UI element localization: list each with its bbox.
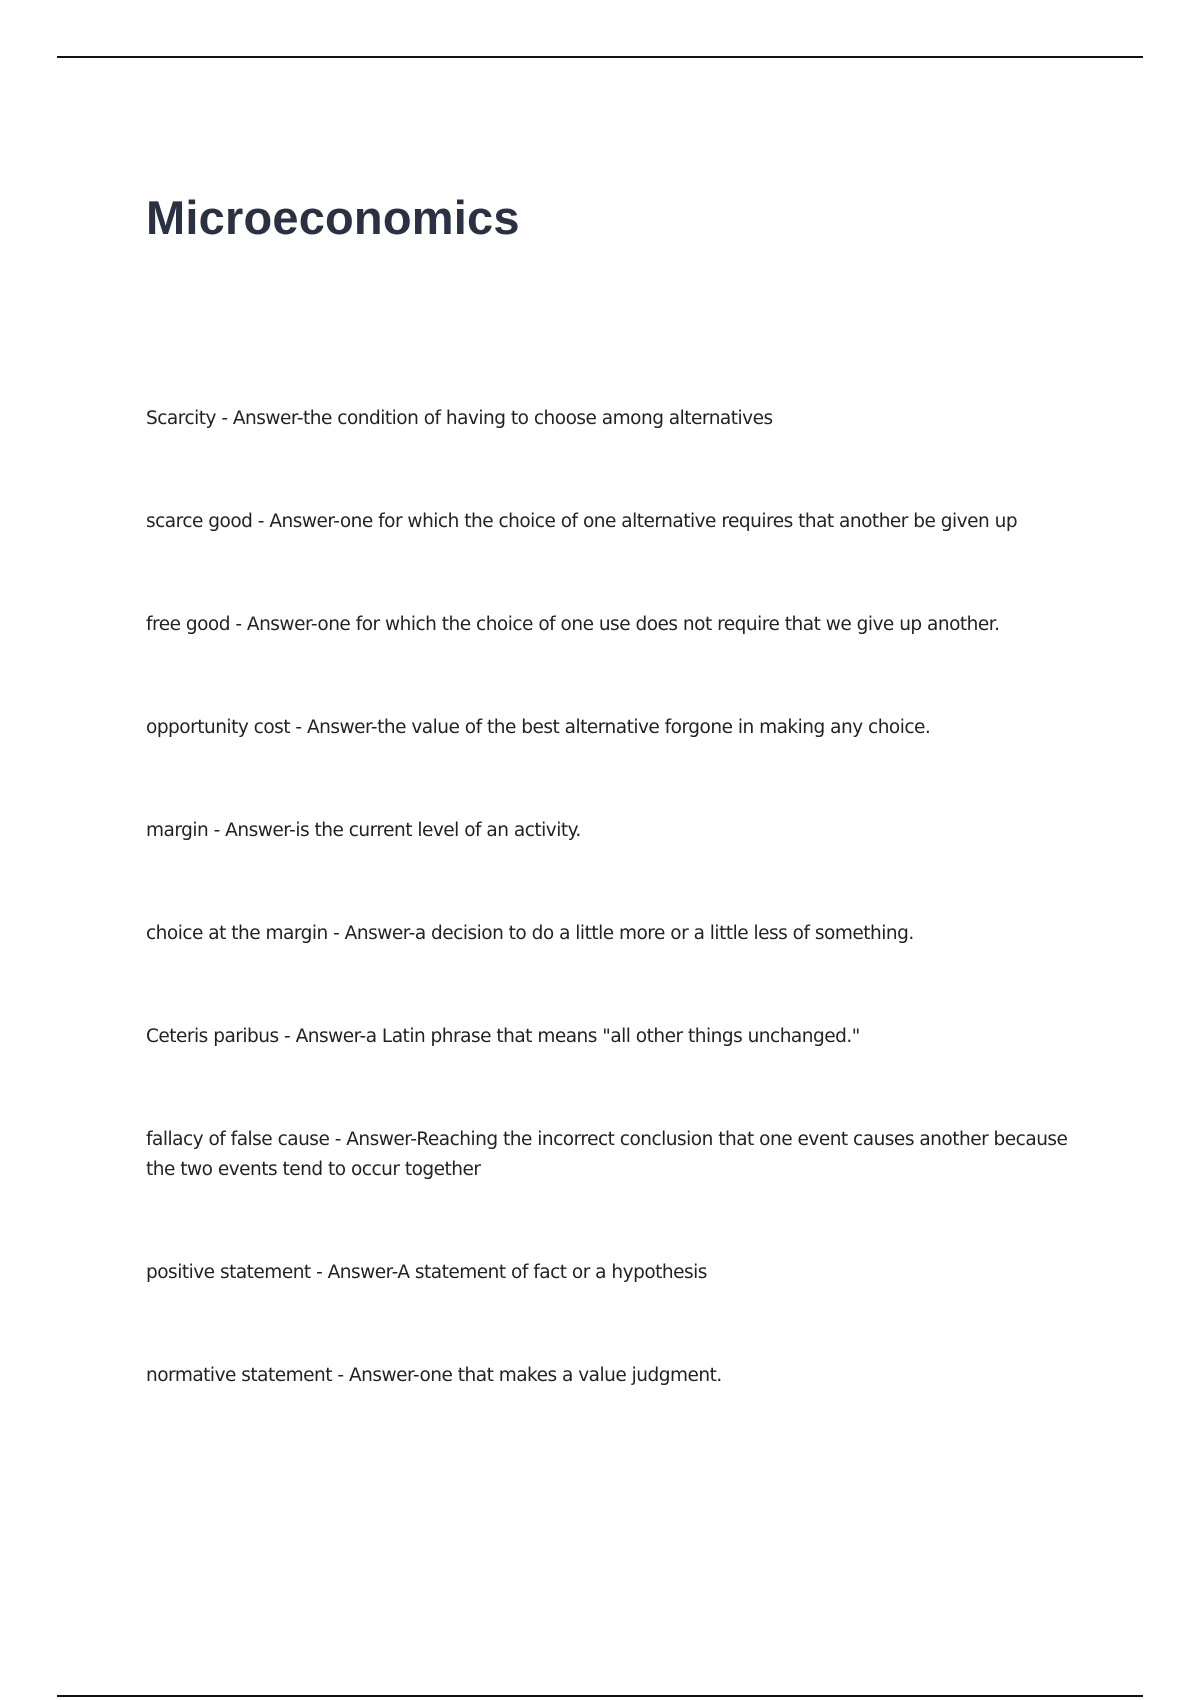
flashcard-entry: opportunity cost - Answer-the value of the best alternative forgone in making any choice.: [146, 717, 931, 738]
flashcard-entry: scarce good - Answer-one for which the choice of one alternative requires that another be given up: [146, 511, 1018, 532]
flashcard-entry: fallacy of false cause - Answer-Reaching the incorrect conclusion that one event causes another because the two events tend to occur together: [146, 1129, 1068, 1180]
bottom-divider: [57, 1695, 1143, 1697]
document-title: Microeconomics: [146, 191, 520, 244]
flashcard-entry: positive statement - Answer-A statement of fact or a hypothesis: [146, 1262, 707, 1283]
flashcard-entry: choice at the margin - Answer-a decision to do a little more or a little less of something.: [146, 923, 914, 944]
flashcard-entry: normative statement - Answer-one that makes a value judgment.: [146, 1365, 722, 1386]
flashcard-entry: free good - Answer-one for which the choice of one use does not require that we give up another.: [146, 614, 1000, 635]
flashcard-entry: Scarcity - Answer-the condition of having to choose among alternatives: [146, 408, 773, 429]
flashcard-entry: margin - Answer-is the current level of an activity.: [146, 820, 581, 841]
flashcard-entry: Ceteris paribus - Answer-a Latin phrase that means "all other things unchanged.": [146, 1026, 860, 1047]
top-divider: [57, 56, 1143, 58]
